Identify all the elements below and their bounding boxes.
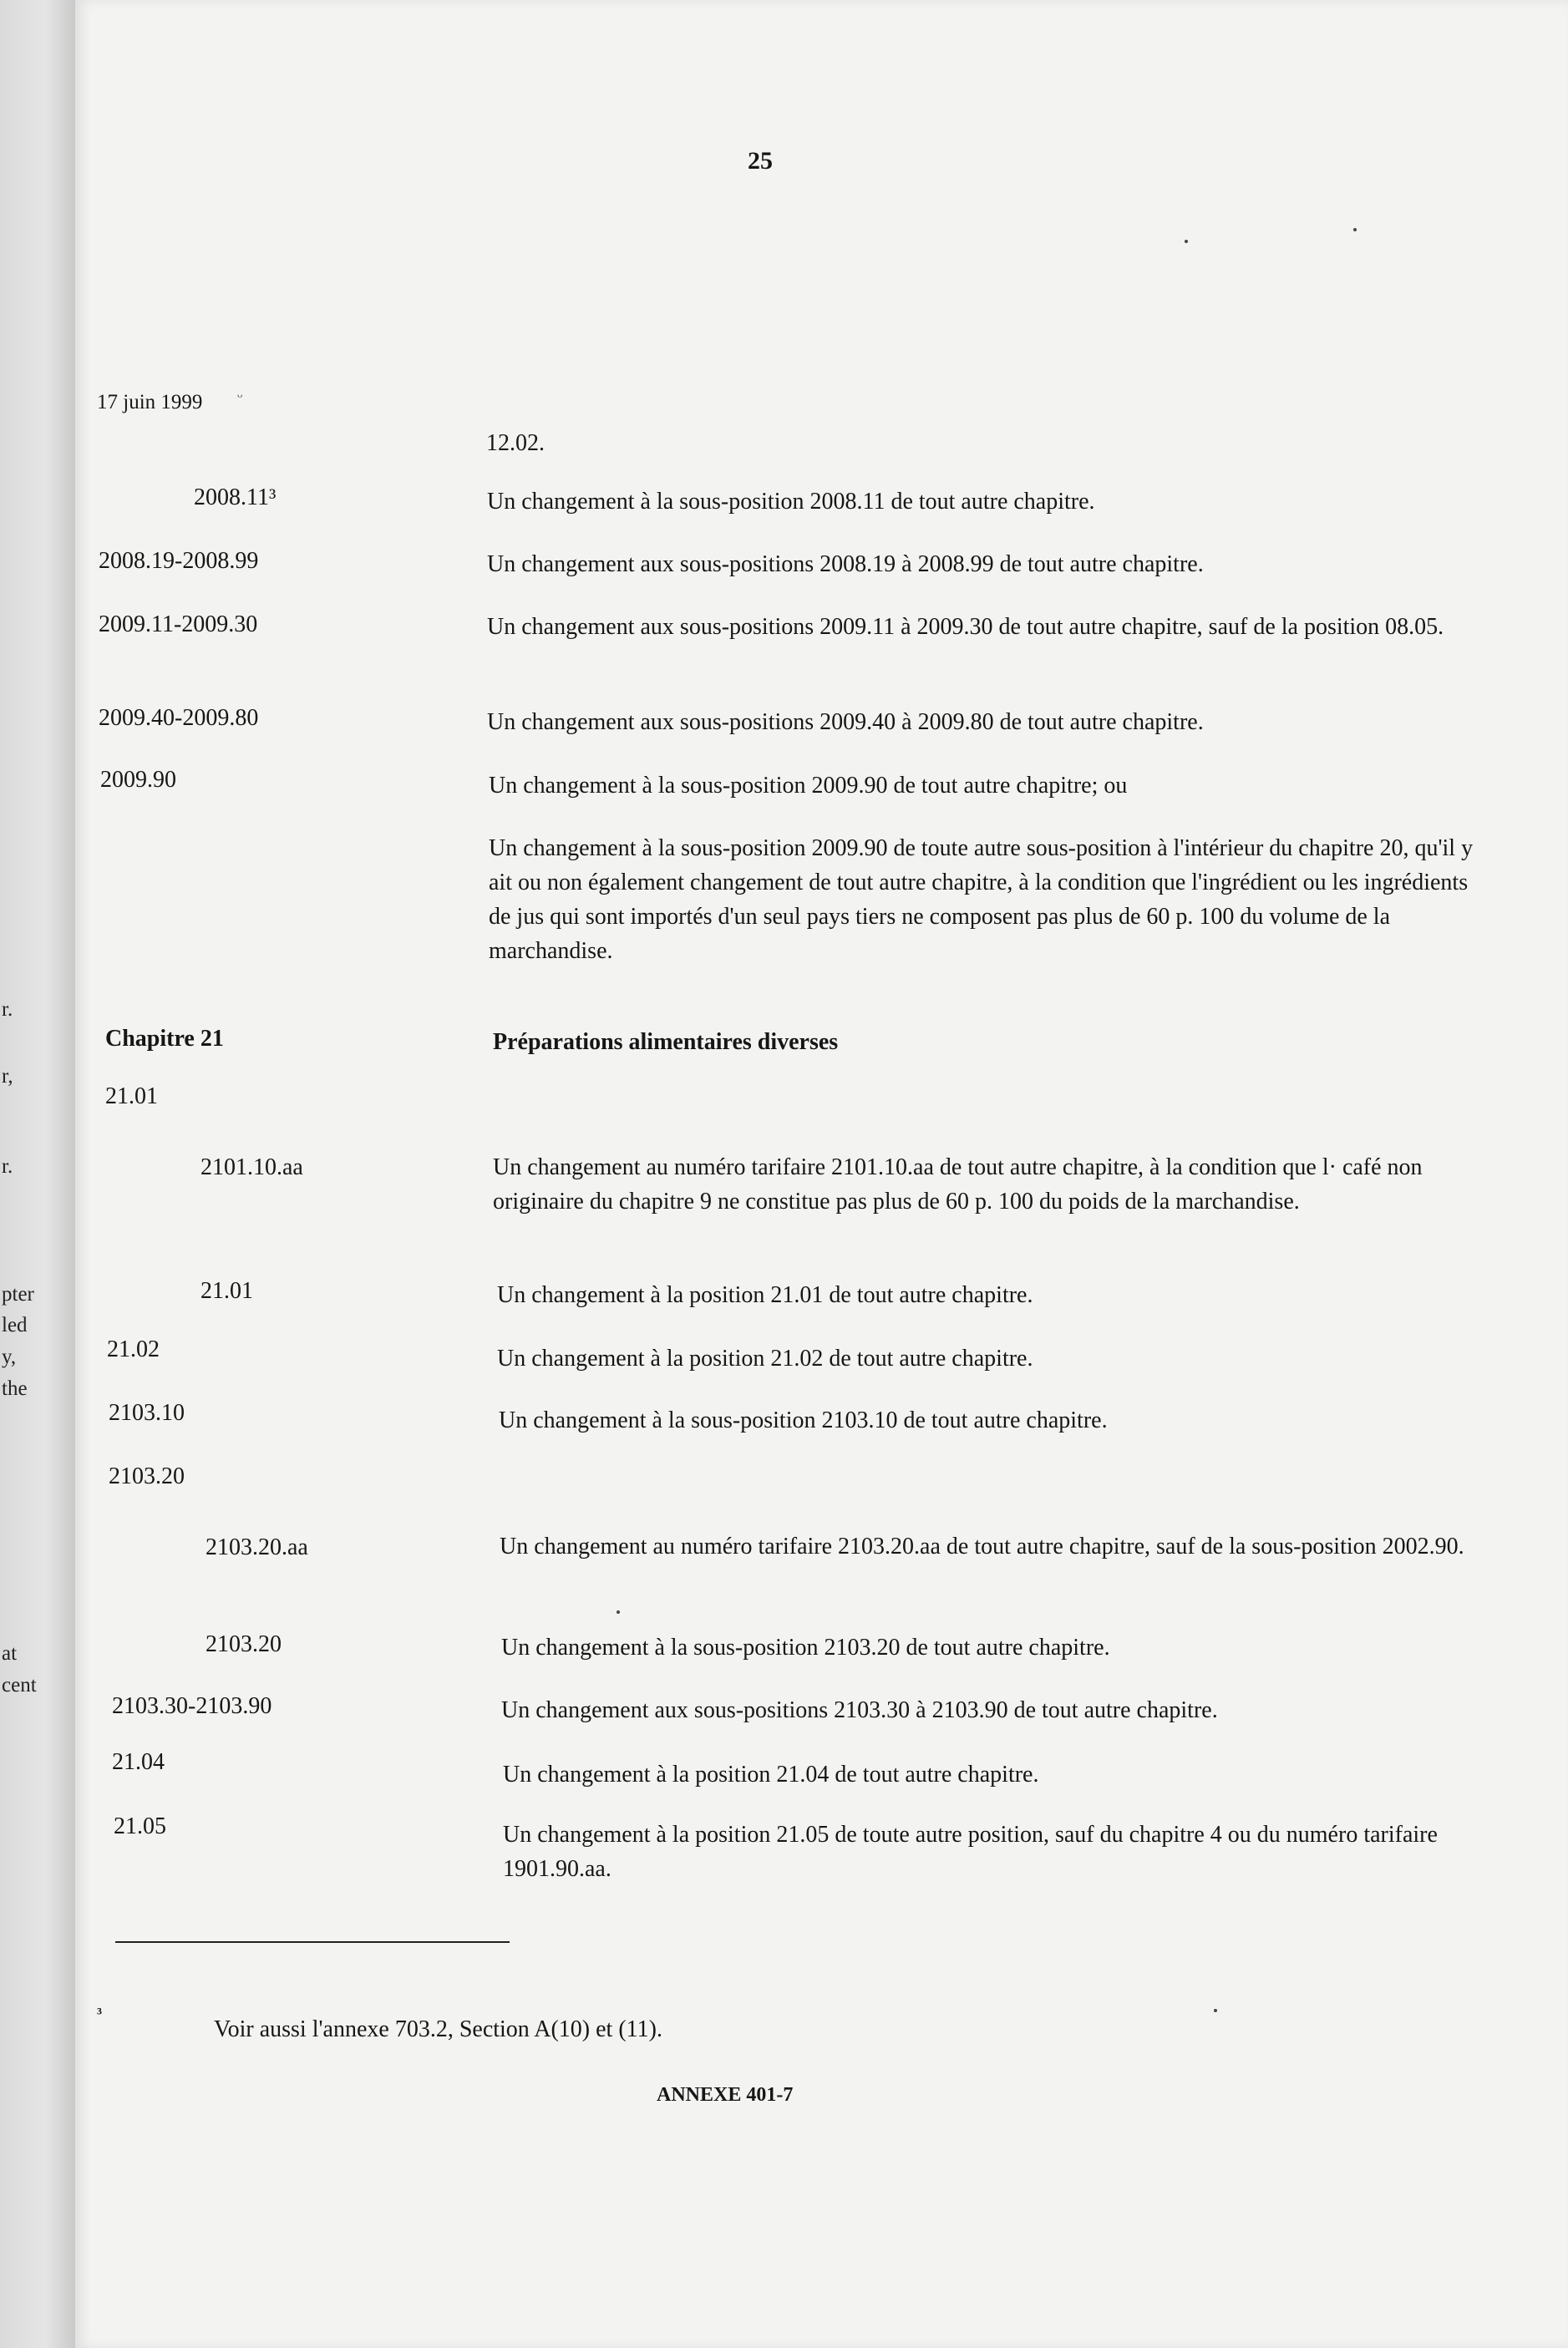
scan-speck (1185, 240, 1188, 243)
margin-fragment: cent (2, 1674, 37, 1696)
chapter-heading-code: Chapitre 21 (105, 1026, 224, 1052)
tariff-code: 2008.19-2008.99 (99, 548, 259, 574)
footnote-text: Voir aussi l'annexe 703.2, Section A(10) et (11). (214, 2016, 662, 2042)
tariff-code: 2008.11³ (194, 484, 277, 510)
tariff-code: 2009.40-2009.80 (99, 705, 259, 731)
rule-text: Un changement à la sous-position 2103.10 de tout autre chapitre. (499, 1407, 1108, 1433)
rule-text: Un changement aux sous-positions 2009.11 à 2009.30 de tout autre chapitre, sauf de la position 08.05. (487, 614, 1444, 640)
rule-text: Un changement aux sous-positions 2103.30 à 2103.90 de tout autre chapitre. (501, 1697, 1218, 1723)
margin-fragment: led (2, 1314, 28, 1336)
intro-line: 12.02. (486, 430, 545, 456)
tariff-code: 2009.11-2009.30 (99, 611, 258, 637)
rule-text: Un changement au numéro tarifaire 2101.10.aa de tout autre chapitre, à la condition que l· café non originaire du chapitre 9 ne constitue pas plus de 60 p. 100 du poids de la marchandise. (493, 1154, 1423, 1215)
adjacent-page-strip (0, 0, 75, 2348)
rule-text: Un changement à la position 21.04 de tout autre chapitre. (503, 1762, 1039, 1788)
scan-speck (617, 1610, 620, 1614)
footnote-separator (115, 1941, 510, 1943)
rule-text: Un changement au numéro tarifaire 2103.20.aa de tout autre chapitre, sauf de la sous-position 2002.90. (500, 1534, 1464, 1559)
margin-fragment: y, (2, 1346, 17, 1368)
tariff-code: 2101.10.aa (200, 1154, 303, 1180)
tariff-code: 21.02 (107, 1336, 160, 1362)
rule-text: Un changement à la sous-position 2008.11 de tout autre chapitre. (487, 489, 1095, 515)
margin-fragment: the (2, 1377, 28, 1400)
annex-label: ANNEXE 401-7 (657, 2084, 794, 2106)
rule-text: Un changement à la position 21.01 de tout autre chapitre. (497, 1282, 1033, 1308)
rule-text: Un changement à la sous-position 2103.20 de tout autre chapitre. (501, 1635, 1110, 1661)
tariff-code: 21.01 (200, 1278, 253, 1304)
tariff-code: 21.05 (114, 1813, 166, 1839)
rule-text: Un changement à la sous-position 2009.90 de toute autre sous-position à l'intérieur du chapitre 20, qu'il y ait ou non également changement de tout autre chapitre, à la condition que l'ingrédient ou les ingrédients de jus qui sont importés d'un seul pays tiers ne composent pas plus de 60 p. 100 du volume de la marchandise. (489, 835, 1474, 964)
footnote-mark: ³ (97, 2005, 102, 2023)
rule-text: Un changement à la position 21.05 de toute autre position, sauf du chapitre 4 ou du numéro tarifaire 1901.90.aa. (503, 1822, 1438, 1882)
chapter-heading-title: Préparations alimentaires diverses (493, 1029, 839, 1055)
handwritten-mark: ᵕ (237, 386, 243, 407)
tariff-code: 21.01 (105, 1083, 158, 1109)
margin-fragment: r. (2, 1155, 13, 1178)
tariff-code: 2103.30-2103.90 (112, 1693, 272, 1719)
rule-text: Un changement à la sous-position 2009.90 de tout autre chapitre; ou (489, 773, 1128, 799)
scan-speck (1214, 2009, 1217, 2012)
rule-text: Un changement à la position 21.02 de tout autre chapitre. (497, 1346, 1033, 1372)
margin-fragment: r, (2, 1065, 13, 1088)
tariff-code: 2103.20 (206, 1631, 282, 1657)
tariff-code: 2103.10 (109, 1400, 185, 1426)
scan-speck (1353, 228, 1357, 231)
tariff-code: 2103.20.aa (206, 1534, 308, 1560)
tariff-code: 2009.90 (100, 767, 176, 793)
tariff-code: 21.04 (112, 1749, 165, 1775)
rule-text: Un changement aux sous-positions 2008.19 à 2008.99 de tout autre chapitre. (487, 551, 1204, 577)
margin-fragment: pter (2, 1283, 34, 1306)
rule-text: Un changement aux sous-positions 2009.40 à 2009.80 de tout autre chapitre. (487, 709, 1204, 735)
margin-fragment: at (2, 1642, 18, 1665)
margin-fragment: r. (2, 998, 13, 1021)
document-date: 17 juin 1999 (97, 391, 203, 413)
page-number: 25 (748, 147, 773, 175)
tariff-code: 2103.20 (109, 1463, 185, 1489)
